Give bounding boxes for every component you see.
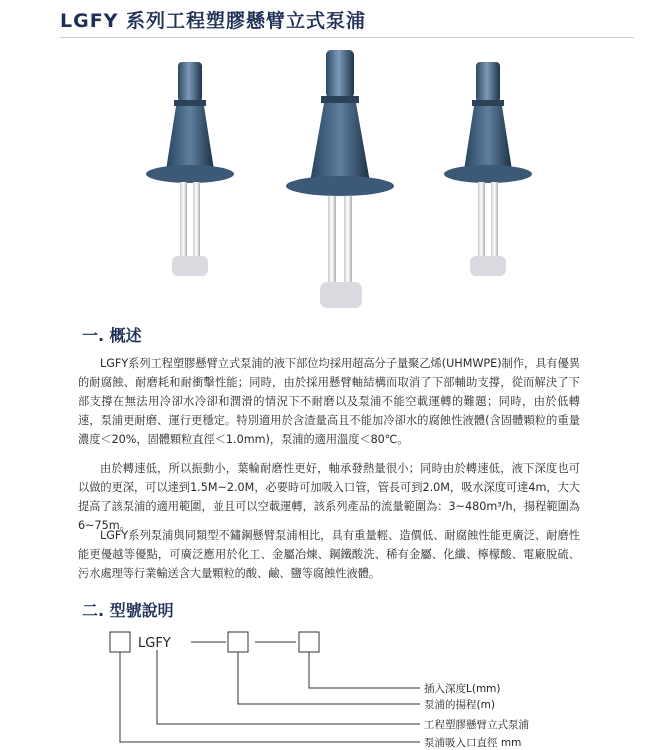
label-pump-head: 泵浦的揚程(m) xyxy=(424,699,495,711)
overview-paragraph-1: LGFY系列工程塑膠懸臂立式泵浦的液下部位均採用超高分子量聚乙烯(UHMWPE)制作，具有優異的耐腐蝕、耐磨耗和耐衝擊性能；同時，由於採用懸臂軸結構而取消了下部輔助支撐，從而解決了下部支撐在無法用冷卻水冷卻和潤滑的情況下不耐磨以及泵浦不能空載運轉的難題；同時，由於低轉速，泵浦更耐磨、運行更穩定。特別適用於含渣量高且不能加冷卻水的腐蝕性液體(含固體顆粒的重量濃度＜20%，固體顆粒直徑＜1.0mm)，泵浦的適用溫度＜80℃。 xyxy=(78,357,580,446)
label-insertion-depth: 插入深度L(mm) xyxy=(424,683,501,695)
title-divider xyxy=(60,37,634,38)
vertical-pump-icon xyxy=(286,50,394,308)
vertical-pump-icon xyxy=(444,62,532,276)
section-heading-model: 二. 型號說明 xyxy=(82,601,174,620)
model-designation-diagram xyxy=(0,620,650,750)
product-photo xyxy=(130,50,550,315)
label-inlet-diameter: 泵浦吸入口直徑 mm xyxy=(424,737,522,749)
section-heading-overview: 一. 概述 xyxy=(82,326,142,345)
label-pump-type: 工程塑膠懸臂立式泵浦 xyxy=(424,719,529,731)
vertical-pump-icon xyxy=(146,62,234,276)
page-title: LGFY 系列工程塑膠懸臂立式泵浦 xyxy=(60,10,367,32)
overview-paragraph-2: 由於轉速低，所以振動小，葉輪耐磨性更好，軸承發熱量很小；同時由於轉速低，液下深度也可以做的更深，可以達到1.5M~2.0M，必要時可加吸入口管，管長可到2.0M，吸水深度可達4m，大大提高了該泵浦的適用範圍，並且可以空載運轉，該系列產品的流量範圍為：3~480m³/h，揚程範圍為6~75m。 xyxy=(78,462,580,532)
model-code: LGFY xyxy=(138,636,171,651)
overview-paragraph-3: LGFY系列泵浦與同類型不鏽鋼懸臂泵浦相比，具有重量輕、造價低、耐腐蝕性能更廣泛、耐磨性能更優越等優點，可廣泛應用於化工、金屬冶煉、鋼鐵酸洗、稀有金屬、化纖、檸檬酸、電廠脫硫、污水處理等行業輸送含大量顆粒的酸、鹼、鹽等腐蝕性液體。 xyxy=(78,529,580,580)
